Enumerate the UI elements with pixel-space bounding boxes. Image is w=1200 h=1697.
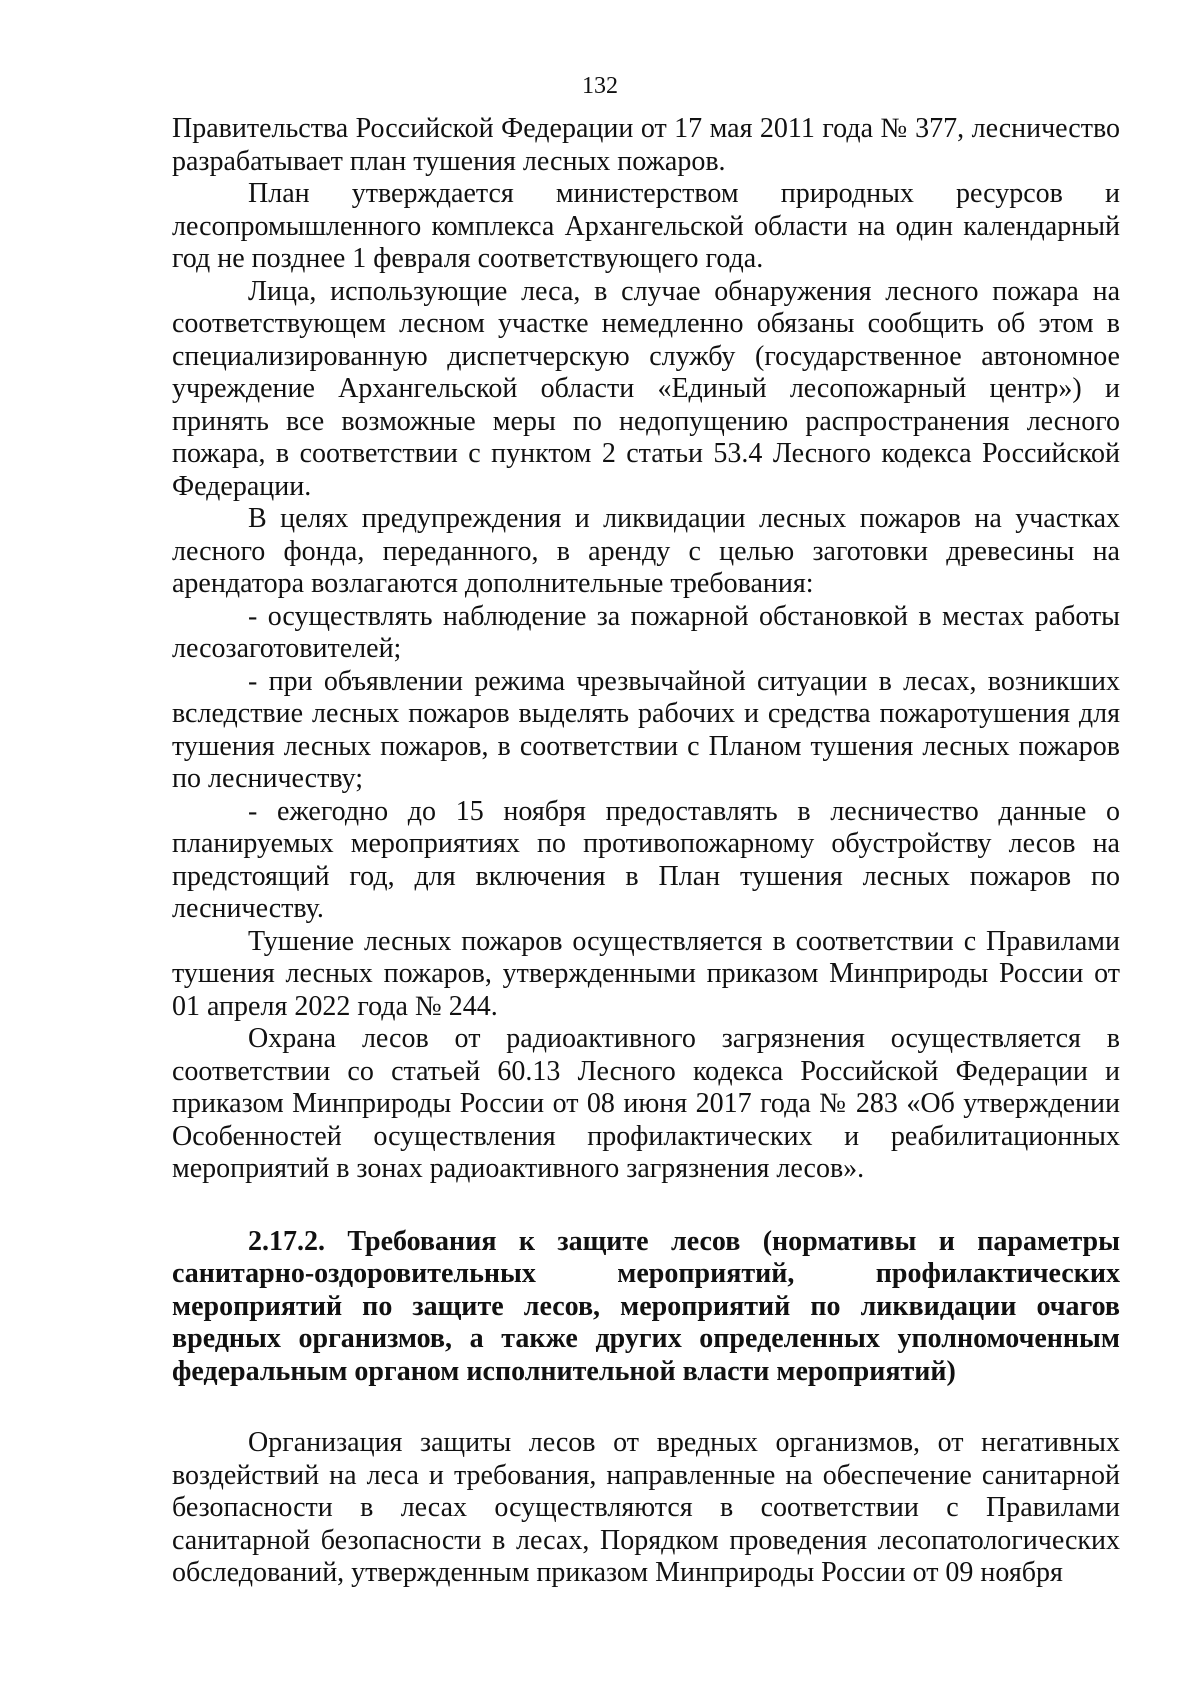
page-number: 132: [582, 73, 618, 99]
list-item-monitoring: - осуществлять наблюдение за пожарной обстановкой в местах работы лесозаготовителей;: [172, 600, 1120, 664]
paragraph-firefighting-rules: Тушение лесных пожаров осуществляется в соответствии с Правилами тушения лесных пожаров, утвержденными приказом Минприроды России от 01 апреля 2022 года № 244.: [172, 925, 1120, 1022]
paragraph-tenant-requirements: В целях предупреждения и ликвидации лесных пожаров на участках лесного фонда, переданного, в аренду с целью заготовки древесины на арендатора возлагаются дополнительные требования:: [172, 503, 1120, 599]
list-item-annual-report: - ежегодно до 15 ноября предоставлять в лесничество данные о планируемых мероприятиях по противопожарному обустройству лесов на предстоящий год, для включения в План тушения лесных пожаров по лесничеству.: [172, 795, 1120, 924]
paragraph-radioactive-protection: Охрана лесов от радиоактивного загрязнения осуществляется в соответствии со статьей 60.13 Лесного кодекса Российской Федерации и приказом Минприроды России от 08 июня 2017 года № 283 «Об утверждении Особенностей осуществления профилактических и реабилитационных мероприятий в зонах радиоактивного загрязнения лесов».: [172, 1023, 1120, 1184]
paragraph-continuation: Правительства Российской Федерации от 17 мая 2011 года № 377, лесничество разрабатывает план тушения лесных пожаров.: [172, 113, 1120, 177]
paragraph-fire-reporting: Лица, использующие леса, в случае обнаружения лесного пожара на соответствующем лесном участке немедленно обязаны сообщить об этом в специализированную диспетчерскую службу (государственное автономное учреждение Архангельской области «Единый лесопожарный центр») и принять все возможные меры по недопущению распространения лесного пожара, в соответствии с пунктом 2 статьи 53.4 Лесного кодекса Российской Федерации.: [172, 275, 1120, 502]
list-item-emergency: - при объявлении режима чрезвычайной ситуации в лесах, возникших вследствие лесных пожаров выделять рабочих и средства пожаротушения для тушения лесных пожаров, в соответствии с Планом тушения лесных пожаров по лесничеству;: [172, 665, 1120, 794]
paragraph-forest-protection: Организация защиты лесов от вредных организмов, от негативных воздействий на леса и требования, направленные на обеспечение санитарной безопасности в лесах осуществляются в соответствии с Правилами санитарной безопасности в лесах, Порядком проведения лесопатологических обследований, утвержденным приказом Минприроды России от 09 ноября: [172, 1427, 1120, 1588]
paragraph-plan-approval: План утверждается министерством природных ресурсов и лесопромышленного комплекса Архангельской области на один календарный год не позднее 1 февраля соответствующего года.: [172, 178, 1120, 274]
section-heading: 2.17.2. Требования к защите лесов (нормативы и параметры санитарно-оздоровительных мероприятий, профилактических мероприятий по защите лесов, мероприятий по ликвидации очагов вредных организмов, а также других определенных уполномоченным федеральным органом исполнительной власти мероприятий): [172, 1225, 1120, 1387]
document-body: [172, 113, 1120, 1590]
